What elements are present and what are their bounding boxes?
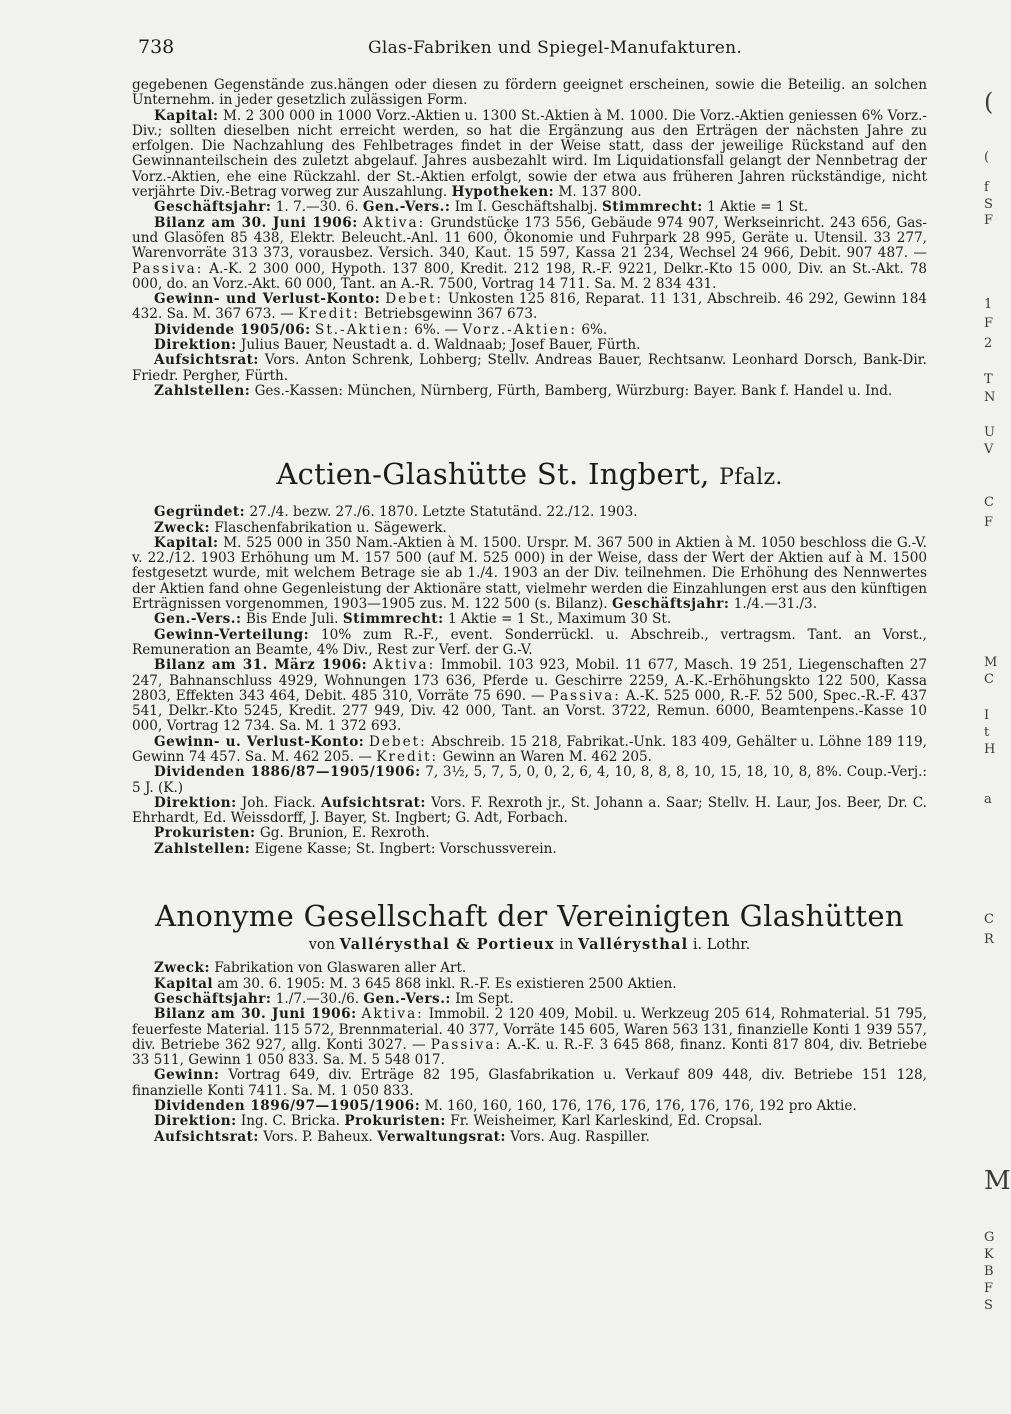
supervisory-board-text: Vors. Anton Schrenk, Lohberg; Stellv. Andreas Bauer, Rechtsanw. Leonhard Dorsch, Bank-Dir. Friedr. Pergher, Fürth. (132, 352, 927, 384)
paying-agents-label: Zahlstellen: (154, 840, 251, 857)
purpose-continuation: gegebenen Gegenstände zus.hängen oder diesen zu fördern geeignet erscheinen, sowie die Beteilig. an solchen Unternehm. in jeder gesetzlich zulässigen Form. (132, 77, 927, 109)
management-entry (132, 338, 927, 353)
company-subtitle (132, 937, 927, 953)
liabilities-label: Passiva: (132, 260, 204, 277)
profit-text: Vortrag 649, div. Erträge 82 195, Glasfabrikation u. Verkauf 809 448, div. Betriebe 151 128, finanzielle Konti 7411. Sa. M. 1 050 833. (132, 1067, 928, 1099)
assets-label: Aktiva: (372, 657, 436, 674)
profit-distribution-text: 10% zum R.-F., event. Sonderrückl. u. Abschreib., vertragsm. Tant. an Vorst., Remuneration an Beamte, 4% Div., Rest zur Verf. der G.-V. (132, 626, 927, 658)
edge-fragment: H (984, 742, 996, 757)
edge-fragment: B (984, 1264, 994, 1279)
fiscal-year-text: 1. 7.—30. 6. (275, 199, 359, 216)
capital-label: Kapital: (154, 534, 219, 551)
subtitle-in: in (559, 937, 574, 954)
management-entry (132, 1114, 927, 1129)
liabilities-label: Passiva: (549, 687, 621, 704)
general-meeting-label: Gen.-Vers.: (154, 611, 242, 628)
balance-label: Bilanz am 30. Juni 1906: (154, 214, 358, 231)
company-title: Anonyme Gesellschaft der Vereinigten Glashütten (155, 899, 904, 934)
paying-agents-text: Ges.-Kassen: München, Nürnberg, Fürth, Bamberg, Würzburg: Bayer. Bank f. Handel u. Ind. (254, 382, 893, 399)
dividends-text: 7, 3½, 5, 7, 5, 0, 0, 2, 6, 4, 10, 8, 8, 8, 10, 15, 18, 10, 8, 8%. Coup.-Verj.: 5 J. (K.) (132, 764, 927, 796)
fiscal-year-label: Geschäftsjahr: (154, 199, 272, 216)
supervisory-board-label: Aufsichtsrat: (154, 1128, 259, 1145)
paying-agents-label: Zahlstellen: (154, 382, 251, 399)
procurators-entry (132, 826, 927, 841)
voting-right-label: Stimmrecht: (601, 199, 703, 216)
dividends-entry (132, 1099, 927, 1114)
balance-assets: Immobil. 2 120 409, Mobil. u. Werkzeug 205 614, Rohmaterial. 51 795, feuerfeste Material. 115 572, Brennmaterial. 40 377, Vorräte 145 605, Waren 563 131, finanzielle Konti 1 939 557, div. Betriebe 362 927, allg. Konti 3027. — (132, 1006, 927, 1053)
general-meeting-label: Gen.-Vers.: (362, 199, 451, 216)
purpose-text: Fabrikation von Glaswaren aller Art. (214, 960, 467, 977)
administrative-board-text: Vors. Aug. Raspiller. (510, 1128, 650, 1145)
dividend-label: Dividende 1905/06: (154, 321, 311, 338)
edge-fragment: 2 (984, 336, 993, 351)
capital-text: am 30. 6. 1905: M. 3 645 868 inkl. R.-F. Es existieren 2500 Aktien. (217, 975, 677, 992)
balance-entry (132, 658, 927, 734)
management-text: Joh. Fiack. (241, 794, 316, 811)
running-title: Glas-Fabriken und Spiegel-Manufakturen. (368, 38, 743, 58)
profit-loss-label: Gewinn- u. Verlust-Konto: (154, 733, 365, 750)
edge-fragment: C (984, 495, 994, 510)
capital-entry (132, 977, 927, 992)
general-meeting-label: Gen.-Vers.: (363, 990, 451, 1007)
balance-entry (132, 1007, 927, 1068)
profit-entry (132, 1068, 927, 1099)
general-meeting-text: Im I. Geschäftshalbj. (454, 199, 598, 216)
edge-fragment: S (984, 1298, 993, 1313)
procurators-text: Gg. Brunion, E. Rexroth. (259, 825, 430, 842)
capital-entry (132, 109, 927, 201)
assets-label: Aktiva: (362, 214, 426, 231)
balance-assets: Grundstücke 173 556, Gebäude 974 907, Werkseinricht. 243 656, Gas- und Glasöfen 85 438, Elektr. Beleucht.-Anl. 11 600, Ökonomie und Fuhrpark 28 995, Geräte u. Utensil. 33 277, Warenvorräte 313 373, vorausbez. Versich. 340, Kaut. 15 597, Kassa 21 234, Wechsel 24 966, Debit. 907 487. — (132, 214, 927, 262)
dividend-entry (132, 323, 927, 338)
founded-label: Gegründet: (154, 504, 246, 521)
administrative-board-label: Verwaltungsrat: (377, 1128, 506, 1145)
balance-label: Bilanz am 30. Juni 1906: (154, 1006, 357, 1023)
purpose-label: Zweck: (154, 960, 210, 977)
capital-text: M. 525 000 in 350 Nam.-Aktien à M. 1500. Urspr. M. 367 500 in Aktien à M. 1050 beschloss die G.-V. v. 22./12. 1903 Erhöhung um M. 157 500 (auf M. 525 000) in der Weise, dass der Wert der Aktien auf à M. 1500 festgesetzt wurde, mit welchem Betrage sie ab 1./4. 1903 an der Div. teilnehmen. Die Erhöhung des Nennwertes der Aktien fand ohne Gegenleistung der Aktionäre statt, vielmehr werden die Einzahlungen erst aus den künftigen Erträgnissen vorgenommen, 1903—1905 zus. M. 122 500 (s. Bilanz). (132, 534, 927, 613)
profit-loss-debit: Abschreib. 15 218, Fabrikat.-Unk. 183 409, Gehälter u. Löhne 189 119, Gewinn 74 457. Sa. M. 462 205. — (132, 733, 927, 765)
dividends-text: M. 160, 160, 160, 176, 176, 176, 176, 176, 176, 192 pro Aktie. (424, 1098, 857, 1115)
voting-right-text: 1 Aktie = 1 St. (707, 199, 809, 216)
balance-liabilities: A.-K. 525 000, R.-F. 52 500, Spec.-R.-F. 437 541, Delkr.-Kto 5245, Kredit. 277 949, Div. 42 000, Tant. an Vorst. 3722, Remun. 6000, Beamtenpens.-Kasse 10 000, Vortrag 12 734. Sa. M. 1 372 693. (132, 687, 927, 735)
management-entry (132, 796, 927, 827)
capital-label: Kapital: (154, 107, 219, 124)
purpose-entry (132, 521, 927, 536)
edge-fragment: a (984, 792, 992, 807)
purpose-text: Flaschenfabrikation u. Sägewerk. (214, 519, 447, 536)
edge-fragment: M (984, 655, 998, 670)
procurators-label: Prokuristen: (154, 825, 256, 842)
profit-loss-credit: Betriebsgewinn 367 673. (364, 306, 538, 323)
founded-entry (132, 505, 927, 520)
edge-fragment: I (984, 708, 990, 723)
subtitle-von: von (308, 937, 335, 954)
subtitle-company-name: Vallérysthal & Portieux (339, 936, 555, 954)
edge-fragment: ( (984, 150, 990, 165)
profit-distribution-entry (132, 628, 927, 659)
credit-label: Kredit: (376, 748, 439, 765)
debit-label: Debet: (368, 733, 427, 750)
dividend-common: 6%. — (414, 321, 459, 338)
edge-fragment: C (984, 912, 994, 927)
management-text: Julius Bauer, Neustadt a. d. Waldnaab; Josef Bauer, Fürth. (240, 337, 641, 354)
balance-entry (132, 216, 927, 292)
balance-label: Bilanz am 31. März 1906: (154, 657, 368, 674)
balance-liabilities: A.-K. u. R.-F. 3 645 868, finanz. Konti 817 804, div. Betriebe 33 511, Gewinn 1 050 833. Sa. M. 5 548 017. (132, 1036, 928, 1069)
voting-right-label: Stimmrecht: (342, 611, 444, 628)
mortgage-text: M. 137 800. (558, 184, 642, 201)
dividend-preferred: 6%. (581, 321, 608, 338)
balance-liabilities: A.-K. 2 300 000, Hypoth. 137 800, Kredit. 212 198, R.-F. 9221, Delkr.-Kto 15 000, Div. an St.-Akt. 78 000, do. an Vorz.-Akt. 60 000, Tant. an A.-R. 7500, Vortrag 14 711. Sa. M. 2 834 431. (132, 260, 927, 292)
edge-fragment: F (984, 1281, 994, 1296)
procurators-label: Prokuristen: (344, 1113, 446, 1130)
edge-fragment: C (984, 672, 994, 687)
edge-fragment: F (984, 213, 994, 228)
subtitle-location: Vallérysthal (577, 936, 689, 954)
edge-fragment: M (984, 1166, 1011, 1196)
capital-entry (132, 536, 927, 612)
management-label: Direktion: (154, 794, 237, 811)
fiscal-year-text: 1./7.—30./6. (275, 990, 360, 1007)
edge-fragment: f (984, 180, 989, 195)
section-previous-company (132, 78, 927, 399)
capital-text: M. 2 300 000 in 1000 Vorz.-Aktien u. 1300 St.-Aktien à M. 1000. Die Vorz.-Aktien geniessen 6% Vorz.-Div.; sollten dieselben nicht erreicht werden, so hat die Ergänzung aus den Erträgen der nächsten Jahre zu erfolgen. Die Nachzahlung des Fehlbetrages findet in der Weise statt, dass der jeweilige Rückstand auf den Gewinnanteilschein des zuletzt abgelauf. Jahres ausbezahlt wird. Im Liquidationsfall gelangt der Nennbetrag der Vorz.-Aktien, ehe eine Rückzahl. der St.-Aktien erfolgt, sowie der etwa aus früheren Jahren rückständige, nicht verjährte Div.-Betrag vorweg zur Auszahlung. (132, 107, 927, 201)
page-number: 738 (138, 36, 175, 58)
company-title-text: Actien-Glashütte St. Ingbert, (276, 457, 710, 492)
mortgage-label: Hypotheken: (451, 184, 555, 201)
section-st-ingbert (132, 457, 927, 857)
fiscal-entry (132, 992, 927, 1007)
company-title (132, 457, 927, 495)
purpose-label: Zweck: (154, 519, 210, 536)
profit-label: Gewinn: (154, 1067, 220, 1084)
general-meeting-text: Bis Ende Juli. (245, 611, 339, 628)
debit-label: Debet: (385, 291, 443, 308)
supervisory-board-text: Vors. F. Rexroth jr., St. Johann a. Saar; Stellv. H. Laur, Jos. Beer, Dr. C. Ehrhardt, Ed. Weissdorff, J. Bayer, St. Ingbert; G. Adt, Forbach. (132, 794, 927, 827)
edge-fragment: T (984, 372, 993, 387)
profit-loss-entry (132, 735, 927, 766)
edge-fragment: F (984, 515, 994, 530)
purpose-entry (132, 961, 927, 976)
dividends-label: Dividenden 1896/97—1905/1906: (154, 1098, 421, 1115)
balance-assets: Immobil. 103 923, Mobil. 11 677, Masch. 19 251, Liegenschaften 27 247, Bahnanschluss 4929, Wohnungen 173 636, Pferde u. Geschirre 2259, A.-K.-Erhöhungskto 122 500, Kassa 2803, Effekten 343 464, Debit. 485 310, Vorräte 75 690. — (132, 657, 928, 704)
edge-fragment: ( (984, 88, 994, 116)
edge-fragment: S (984, 197, 993, 212)
voting-right-text: 1 Aktie = 1 St., Maximum 30 St. (447, 611, 672, 628)
meeting-entry (132, 612, 927, 627)
credit-label: Kredit: (298, 306, 360, 323)
subtitle-region: i. Lothr. (692, 937, 751, 954)
profit-distribution-label: Gewinn-Verteilung: (154, 626, 310, 643)
founded-text: 27./4. bezw. 27./6. 1870. Letzte Statutänd. 22./12. 1903. (249, 504, 638, 521)
edge-fragment: U (984, 425, 995, 440)
supervisory-board-label: Aufsichtsrat: (320, 794, 426, 811)
page-body (132, 78, 927, 1145)
paying-agents-entry (132, 384, 927, 399)
preferred-shares-label: Vorz.-Aktien: (462, 321, 577, 338)
boards-entry (132, 1130, 927, 1145)
profit-loss-credit: Gewinn an Waren M. 462 205. (442, 748, 652, 765)
management-label: Direktion: (154, 337, 237, 354)
company-title-place: Pfalz. (719, 465, 783, 491)
liabilities-label: Passiva: (430, 1036, 503, 1053)
supervisory-board-entry (132, 353, 927, 384)
edge-fragment: R (984, 932, 994, 947)
profit-loss-label: Gewinn- und Verlust-Konto: (154, 291, 381, 308)
management-label: Direktion: (154, 1113, 237, 1130)
supervisory-board-label: Aufsichtsrat: (154, 352, 259, 369)
profit-loss-debit: Unkosten 125 816, Reparat. 11 131, Abschreib. 46 292, Gewinn 184 432. Sa. M. 367 673. — (132, 291, 928, 323)
common-shares-label: St.-Aktien: (315, 321, 410, 338)
general-meeting-text: Im Sept. (455, 990, 514, 1007)
fiscal-entry (132, 200, 927, 215)
edge-fragment: G (984, 1230, 995, 1245)
edge-fragment: N (984, 390, 996, 405)
edge-fragment: t (984, 725, 990, 740)
capital-label: Kapital (154, 975, 214, 992)
assets-label: Aktiva: (361, 1006, 424, 1023)
section-vallerysthal (132, 899, 927, 1145)
dividends-entry (132, 765, 927, 796)
supervisory-board-text: Vors. P. Baheux. (263, 1128, 373, 1145)
dividends-label: Dividenden 1886/87—1905/1906: (154, 764, 421, 781)
paying-agents-text: Eigene Kasse; St. Ingbert: Vorschussverein. (254, 840, 557, 857)
fiscal-year-text: 1./4.—31./3. (733, 596, 818, 613)
procurators-text: Fr. Weisheimer, Karl Karleskind, Ed. Cropsal. (450, 1113, 763, 1130)
page-header (138, 36, 928, 60)
profit-loss-entry (132, 292, 927, 323)
edge-fragment: K (984, 1247, 994, 1262)
paying-agents-entry (132, 842, 927, 857)
fiscal-year-label: Geschäftsjahr: (154, 990, 272, 1007)
edge-fragment: V (984, 442, 994, 457)
fiscal-year-label: Geschäftsjahr: (611, 596, 730, 613)
edge-fragment: 1 (984, 297, 993, 312)
management-text: Ing. C. Bricka. (240, 1113, 341, 1130)
edge-fragment: F (984, 316, 994, 331)
